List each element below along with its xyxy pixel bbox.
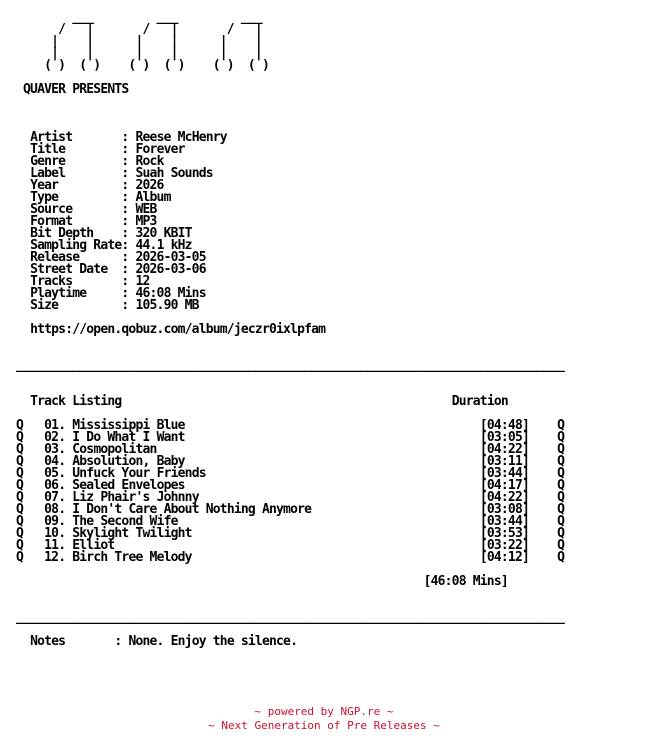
nfo-document: [16, 12, 564, 648]
track-marker: Q: [16, 538, 24, 553]
track-number: 09: [44, 514, 59, 529]
info-value: 320 KBIT: [135, 226, 192, 241]
album-url-link[interactable]: https://open.qobuz.com/album/jeczr0ixlpfam: [30, 322, 326, 337]
presents-line: [16, 84, 564, 96]
track-number: 01: [44, 418, 59, 433]
track-title: Elliot: [72, 538, 115, 553]
info-row: Type : Album: [30, 190, 171, 205]
info-value: 105.90 MB: [135, 298, 199, 313]
info-value: Album: [135, 190, 171, 205]
info-row: Release : 2026-03-05: [30, 250, 206, 265]
track-marker: Q: [16, 478, 24, 493]
track-duration: [03:11]: [479, 454, 529, 469]
logo-art-row: | | | | | |: [30, 34, 262, 49]
logo-art-row: / | / | / |: [30, 22, 262, 37]
logo-art-row: | | | | | |: [30, 46, 262, 61]
info-label: Playtime: [30, 286, 87, 301]
blank-line: [16, 372, 564, 384]
notes-label: Notes: [30, 634, 66, 649]
info-value: Suah Sounds: [135, 166, 213, 181]
track-marker: Q: [557, 478, 565, 493]
track-duration: [04:22]: [479, 490, 529, 505]
track-title: Absolution, Baby: [72, 454, 185, 469]
info-value: Reese McHenry: [135, 130, 227, 145]
track-marker: Q: [557, 430, 565, 445]
info-row: Format : MP3: [30, 214, 157, 229]
track-marker: Q: [557, 442, 565, 457]
info-label: Sampling Rate: [30, 238, 122, 253]
track-marker: Q: [557, 526, 565, 541]
track-title: Skylight Twilight: [72, 526, 192, 541]
track-row: Q 05. Unfuck Your Friends [03:44] Q: [16, 466, 565, 481]
info-row: Source : WEB: [30, 202, 157, 217]
duration-title: Duration: [451, 394, 508, 409]
track-duration: [04:17]: [479, 478, 529, 493]
track-marker: Q: [16, 502, 24, 517]
track-number: 06: [44, 478, 59, 493]
info-row: Street Date : 2026-03-06: [30, 262, 206, 277]
track-row: Q 09. The Second Wife [03:44] Q: [16, 514, 565, 529]
track-marker: Q: [16, 514, 24, 529]
footer-tagline: ~ Next Generation of Pre Releases ~: [208, 719, 440, 732]
track-marker: Q: [16, 550, 24, 565]
divider: ______________________________________________________________________________: [16, 610, 565, 625]
info-label: Street Date: [30, 262, 108, 277]
track-row: Q 06. Sealed Envelopes [04:17] Q: [16, 478, 565, 493]
track-number: 02: [44, 430, 59, 445]
track-row: Q 02. I Do What I Want [03:05] Q: [16, 430, 565, 445]
track-row: Q 12. Birch Tree Melody [04:12] Q: [16, 550, 565, 565]
info-value: 46:08 Mins: [135, 286, 206, 301]
track-marker: Q: [16, 430, 24, 445]
info-row: Tracks : 12: [30, 274, 150, 289]
info-value: 2026-03-05: [135, 250, 206, 265]
track-row: Q 10. Skylight Twilight [03:53] Q: [16, 526, 565, 541]
track-marker: Q: [16, 454, 24, 469]
info-label: Bit Depth: [30, 226, 94, 241]
track-row: Q 03. Cosmopolitan [04:22] Q: [16, 442, 565, 457]
track-number: 07: [44, 490, 59, 505]
track-number: 04: [44, 454, 59, 469]
total-duration: [46:08 Mins]: [423, 574, 508, 589]
info-row: Playtime : 46:08 Mins: [30, 286, 206, 301]
track-marker: Q: [557, 418, 565, 433]
track-title: Birch Tree Melody: [72, 550, 192, 565]
track-number: 08: [44, 502, 59, 517]
track-marker: Q: [16, 526, 24, 541]
info-row: Genre : Rock: [30, 154, 164, 169]
track-duration: [03:53]: [479, 526, 529, 541]
track-row: Q 07. Liz Phair's Johnny [04:22] Q: [16, 490, 565, 505]
track-duration: [03:08]: [479, 502, 529, 517]
track-duration: [04:48]: [479, 418, 529, 433]
track-title: Liz Phair's Johnny: [72, 490, 199, 505]
track-title: Cosmopolitan: [72, 442, 157, 457]
info-value: WEB: [135, 202, 157, 217]
footer-powered-by[interactable]: ~ powered by NGP.re ~: [254, 705, 394, 718]
info-row: Title : Forever: [30, 142, 185, 157]
track-duration: [03:05]: [479, 430, 529, 445]
blank-line: [16, 96, 564, 108]
track-marker: Q: [557, 538, 565, 553]
track-duration: [04:12]: [479, 550, 529, 565]
info-row: Sampling Rate: 44.1 kHz: [30, 238, 192, 253]
info-value: 12: [135, 274, 150, 289]
info-value: Forever: [135, 142, 185, 157]
track-marker: Q: [16, 490, 24, 505]
track-row: Q 04. Absolution, Baby [03:11] Q: [16, 454, 565, 469]
track-number: 03: [44, 442, 59, 457]
info-label: Year: [30, 178, 59, 193]
info-label: Tracks: [30, 274, 73, 289]
info-label: Title: [30, 142, 66, 157]
info-label: Release: [30, 250, 80, 265]
track-title: I Do What I Want: [72, 430, 185, 445]
track-duration: [03:22]: [479, 538, 529, 553]
track-number: 12: [44, 550, 59, 565]
track-listing-title: Track Listing: [30, 394, 122, 409]
track-title: Unfuck Your Friends: [72, 466, 206, 481]
blank-line: [16, 588, 564, 600]
info-label: Label: [30, 166, 66, 181]
info-label: Type: [30, 190, 59, 205]
info-row: Size : 105.90 MB: [30, 298, 199, 313]
track-title: I Don't Care About Nothing Anymore: [72, 502, 312, 517]
track-title: Mississippi Blue: [72, 418, 185, 433]
blank-line: [16, 336, 564, 348]
track-row: Q 01. Mississippi Blue [04:48] Q: [16, 418, 565, 433]
track-marker: Q: [16, 418, 24, 433]
track-marker: Q: [557, 550, 565, 565]
info-label: Artist: [30, 130, 73, 145]
blank-line: [16, 108, 564, 120]
notes-value: None. Enjoy the silence.: [128, 634, 298, 649]
info-value: 2026: [135, 178, 164, 193]
logo-art-row: ( ) ( ) ( ) ( ) ( ) ( ): [30, 58, 269, 73]
track-marker: Q: [557, 490, 565, 505]
info-value: 44.1 kHz: [135, 238, 192, 253]
info-row: Artist : Reese McHenry: [30, 130, 227, 145]
info-value: 2026-03-06: [135, 262, 206, 277]
track-number: 05: [44, 466, 59, 481]
track-marker: Q: [16, 442, 24, 457]
track-duration: [03:44]: [479, 466, 529, 481]
track-listing-header: [16, 396, 564, 408]
track-title: Sealed Envelopes: [72, 478, 185, 493]
total-duration-line: [16, 576, 564, 588]
presents-title: QUAVER PRESENTS: [23, 82, 129, 97]
track-marker: Q: [557, 514, 565, 529]
track-marker: Q: [557, 502, 565, 517]
info-label: Source: [30, 202, 73, 217]
track-marker: Q: [557, 454, 565, 469]
track-row: Q 08. I Don't Care About Nothing Anymore [03:08] Q: [16, 502, 565, 517]
info-row: Bit Depth : 320 KBIT: [30, 226, 192, 241]
logo-art-row: ___ ___ ___: [30, 10, 262, 25]
logo-art-line: [16, 60, 564, 72]
url-line[interactable]: [16, 324, 564, 336]
track-marker: Q: [16, 466, 24, 481]
track-row: Q 11. Elliot [03:22] Q: [16, 538, 565, 553]
info-row: Year : 2026: [30, 178, 164, 193]
info-row: Label : Suah Sounds: [30, 166, 213, 181]
notes-line: Notes : None. Enjoy the silence.: [30, 634, 298, 649]
info-value: Rock: [135, 154, 164, 169]
track-number: 10: [44, 526, 59, 541]
info-label: Genre: [30, 154, 66, 169]
divider: ______________________________________________________________________________: [16, 358, 565, 373]
track-marker: Q: [557, 466, 565, 481]
track-duration: [03:44]: [479, 514, 529, 529]
info-label: Format: [30, 214, 73, 229]
info-label: Size: [30, 298, 59, 313]
track-title: The Second Wife: [72, 514, 178, 529]
track-duration: [04:22]: [479, 442, 529, 457]
info-value: MP3: [135, 214, 157, 229]
track-number: 11: [44, 538, 59, 553]
